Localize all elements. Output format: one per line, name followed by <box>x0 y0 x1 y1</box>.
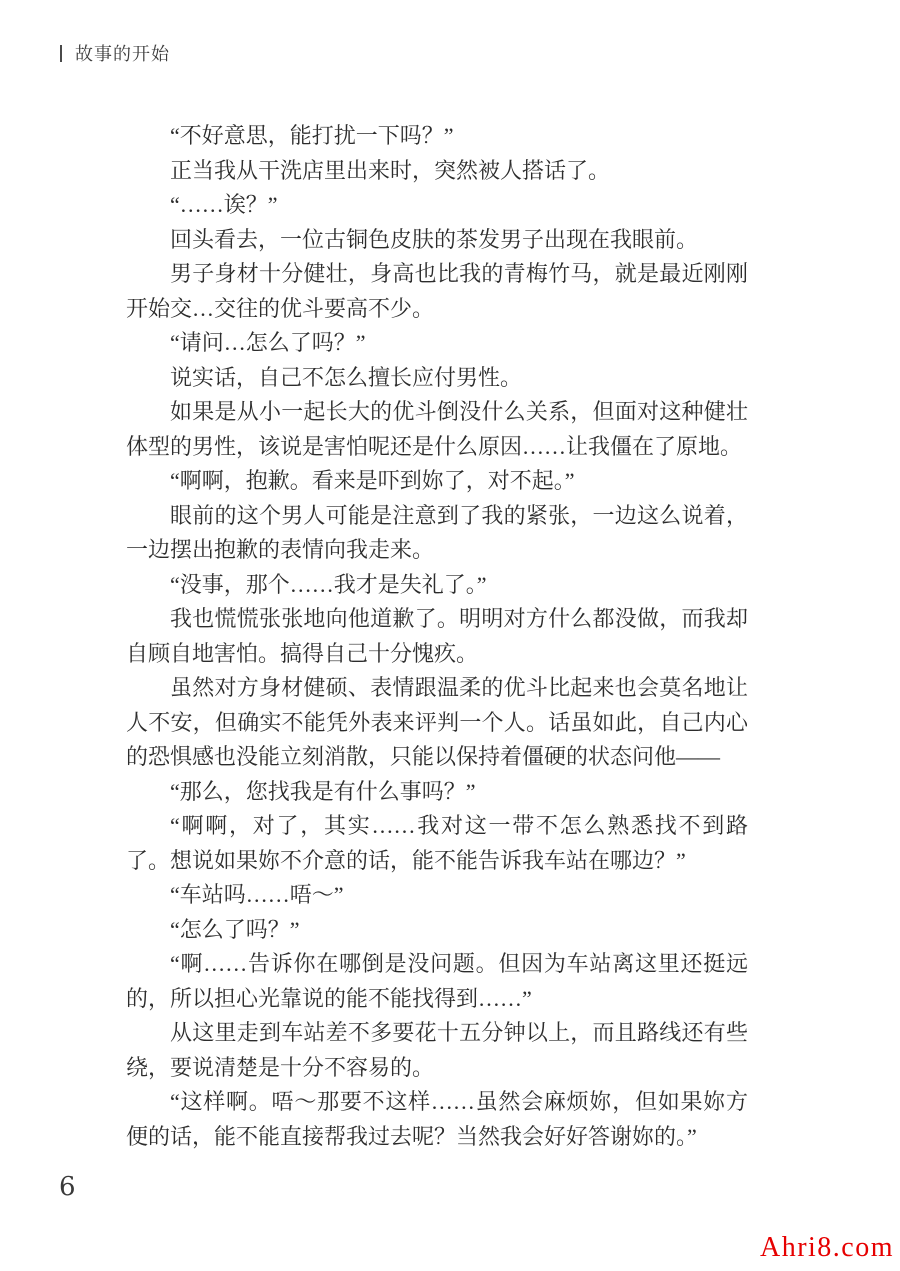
chapter-title: 故事的开始 <box>75 44 170 64</box>
paragraph: “……诶？” <box>170 192 278 217</box>
paragraph: 说实话，自己不怎么擅长应付男性。 <box>170 364 523 390</box>
paragraph: “请问…怎么了吗？” <box>170 330 366 355</box>
body-text <box>126 119 748 1154</box>
paragraph: 如果是从小一起长大的优斗倒没什么关系，但面对这种健壮体型的男性，该说是害怕呢还是什么原因……让我僵在了原地。 <box>126 399 748 459</box>
paragraph: “没事，那个……我才是失礼了。” <box>170 571 487 597</box>
paragraph: “啊啊，对了，其实……我对这一带不怎么熟悉找不到路了。想说如果妳不介意的话，能不能告诉我车站在哪边？” <box>126 813 748 873</box>
paragraph: “啊啊，抱歉。看来是吓到妳了，对不起。” <box>170 468 575 493</box>
paragraph: “那么，您找我是有什么事吗？” <box>170 778 476 804</box>
paragraph: 我也慌慌张张地向他道歉了。明明对方什么都没做，而我却自顾自地害怕。搞得自己十分愧疚。 <box>126 606 748 666</box>
page-number: 6 <box>59 1172 76 1202</box>
paragraph: 眼前的这个男人可能是注意到了我的紧张，一边这么说着，一边摆出抱歉的表情向我走来。 <box>126 502 748 562</box>
paragraph: 正当我从干洗店里出来时，突然被人搭话了。 <box>170 157 611 183</box>
header-divider-bar <box>60 45 62 62</box>
paragraph: “怎么了吗？” <box>170 916 300 942</box>
watermark-text: Ahri8.com <box>759 1232 894 1263</box>
paragraph: “不好意思，能打扰一下吗？” <box>170 123 454 148</box>
paragraph: 回头看去，一位古铜色皮肤的茶发男子出现在我眼前。 <box>170 226 699 252</box>
paragraph: 男子身材十分健壮，身高也比我的青梅竹马，就是最近刚刚开始交…交往的优斗要高不少。 <box>126 261 748 321</box>
paragraph: 从这里走到车站差不多要花十五分钟以上，而且路线还有些绕，要说清楚是十分不容易的。 <box>126 1020 748 1080</box>
paragraph: “这样啊。唔～那要不这样……虽然会麻烦妳，但如果妳方便的话，能不能直接帮我过去呢？当然我会好好答谢妳的。” <box>126 1089 748 1149</box>
paragraph: “啊……告诉你在哪倒是没问题。但因为车站离这里还挺远的，所以担心光靠说的能不能找得到……” <box>126 951 748 1011</box>
paragraph: 虽然对方身材健硕、表情跟温柔的优斗比起来也会莫名地让人不安，但确实不能凭外表来评判一个人。话虽如此，自己内心的恐惧感也没能立刻消散，只能以保持着僵硬的状态问他—— <box>126 675 748 769</box>
running-header <box>60 40 170 66</box>
paragraph: “车站吗……唔～” <box>170 882 344 907</box>
